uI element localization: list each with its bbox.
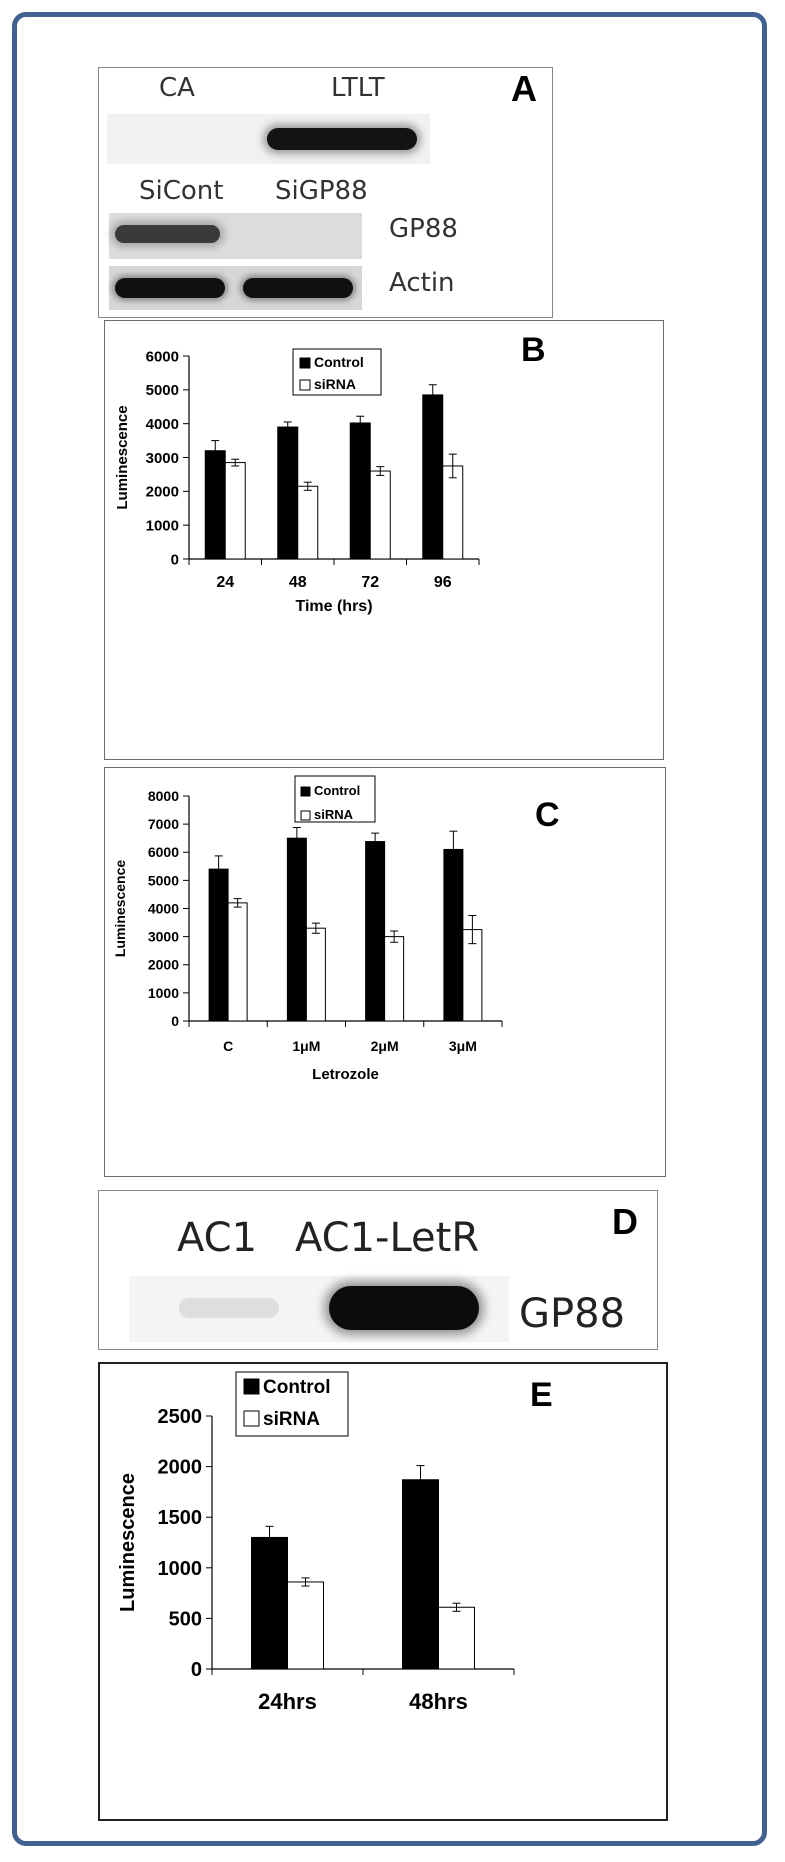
blot-gp88-ac1: [129, 1276, 509, 1342]
bar-sirna: [306, 928, 325, 1021]
bar-control: [252, 1537, 288, 1669]
bar-control: [209, 869, 228, 1021]
x-tick-label: 2μM: [370, 1038, 399, 1054]
panel-a: [98, 67, 553, 318]
bar-sirna: [298, 486, 318, 559]
y-tick-label: 5000: [147, 872, 179, 889]
band-actin-sicont: [115, 278, 225, 298]
y-axis-title: Luminescence: [112, 859, 128, 958]
band-actin-sigp88: [243, 278, 353, 298]
bar-control: [366, 842, 385, 1021]
y-tick-label: 6000: [145, 348, 179, 366]
legend-swatch-control: [300, 358, 310, 368]
x-tick-label: 3μM: [448, 1038, 477, 1054]
x-tick-label: 96: [433, 574, 452, 591]
lane-label-ac1-letr: AC1-LetR: [295, 1215, 480, 1261]
y-tick-label: 500: [168, 1608, 202, 1631]
bar-sirna: [443, 466, 463, 559]
y-tick-label: 8000: [147, 787, 179, 804]
panel-b: [104, 320, 664, 760]
blot-actin: [109, 266, 362, 310]
chart-b-svg: [105, 321, 663, 759]
y-tick-label: 7000: [147, 816, 179, 833]
bar-sirna: [228, 903, 247, 1021]
panel-letter-c: C: [535, 796, 560, 834]
y-tick-label: 4000: [147, 900, 179, 917]
legend-label-control: Control: [314, 354, 364, 370]
legend-label-sirna: siRNA: [263, 1409, 321, 1430]
y-tick-label: 0: [190, 1659, 202, 1681]
y-tick-label: 0: [170, 551, 179, 569]
y-tick-label: 1500: [157, 1507, 202, 1530]
bar-control: [350, 423, 370, 559]
x-tick-label: 48hrs: [409, 1689, 468, 1714]
lane-label-sicont: SiCont: [139, 176, 224, 206]
x-axis-title: Letrozole: [312, 1066, 379, 1083]
panel-c: [104, 767, 666, 1177]
y-tick-label: 5000: [145, 382, 179, 400]
lane-label-ca: CA: [159, 73, 195, 103]
bar-sirna: [385, 937, 404, 1021]
lane-label-sigp88: SiGP88: [275, 176, 368, 206]
bar-sirna: [288, 1582, 324, 1669]
band-gp88-ac1-letr: [329, 1286, 479, 1330]
blot-ca-ltlt: [107, 114, 430, 164]
y-tick-label: 2500: [157, 1406, 202, 1428]
panel-letter-e: E: [530, 1376, 553, 1414]
legend-swatch-sirna: [244, 1411, 259, 1426]
x-tick-label: 24: [216, 574, 235, 591]
y-tick-label: 4000: [145, 415, 179, 433]
y-tick-label: 1000: [147, 984, 179, 1001]
band-ltlt: [267, 128, 417, 150]
panel-e: [98, 1362, 668, 1821]
panel-letter-a: A: [511, 68, 537, 109]
panel-letter-b: B: [521, 331, 546, 369]
bar-sirna: [370, 471, 390, 559]
y-tick-label: 2000: [147, 956, 179, 973]
lane-label-ac1: AC1: [177, 1215, 258, 1261]
bar-control: [205, 451, 225, 559]
legend-swatch-control: [301, 787, 310, 796]
chart-c-svg: [105, 768, 665, 1176]
y-tick-label: 2000: [145, 483, 179, 501]
bar-control: [444, 849, 463, 1021]
y-tick-label: 1000: [145, 517, 179, 535]
x-tick-label: 1μM: [292, 1038, 321, 1054]
x-tick-label: 48: [288, 574, 307, 591]
y-tick-label: 1000: [157, 1557, 202, 1580]
bar-control: [423, 395, 443, 559]
row-label-actin: Actin: [389, 268, 455, 298]
bar-control: [403, 1480, 439, 1669]
y-tick-label: 2000: [157, 1456, 202, 1479]
row-label-gp88-d: GP88: [519, 1291, 626, 1337]
legend-label-sirna: siRNA: [314, 807, 354, 822]
panel-letter-d: D: [612, 1201, 638, 1242]
y-tick-label: 6000: [147, 844, 179, 861]
bar-sirna: [225, 463, 245, 559]
legend-label-sirna: siRNA: [314, 376, 357, 392]
band-gp88-ac1: [179, 1298, 279, 1318]
panel-d: [98, 1190, 658, 1350]
legend-label-control: Control: [314, 783, 361, 798]
y-axis-title: Luminescence: [114, 405, 131, 510]
y-axis-title: Luminescence: [117, 1473, 139, 1612]
row-label-gp88: GP88: [389, 214, 458, 244]
x-tick-label: C: [223, 1038, 234, 1054]
lane-label-ltlt: LTLT: [331, 73, 385, 103]
legend-swatch-sirna: [300, 380, 310, 390]
x-axis-title: Time (hrs): [295, 598, 373, 615]
x-tick-label: 24hrs: [258, 1689, 317, 1714]
bar-control: [278, 427, 298, 559]
y-tick-label: 0: [171, 1012, 179, 1029]
y-tick-label: 3000: [147, 928, 179, 945]
y-tick-label: 3000: [145, 449, 179, 467]
chart-e-svg: [100, 1364, 666, 1819]
bar-control: [287, 838, 306, 1021]
x-tick-label: 72: [361, 574, 380, 591]
bar-sirna: [439, 1607, 475, 1669]
legend-label-control: Control: [263, 1377, 331, 1398]
blot-gp88-knockdown: [109, 213, 362, 259]
legend-swatch-sirna: [301, 811, 310, 820]
band-gp88-sicont: [115, 225, 220, 243]
legend-swatch-control: [244, 1379, 259, 1394]
